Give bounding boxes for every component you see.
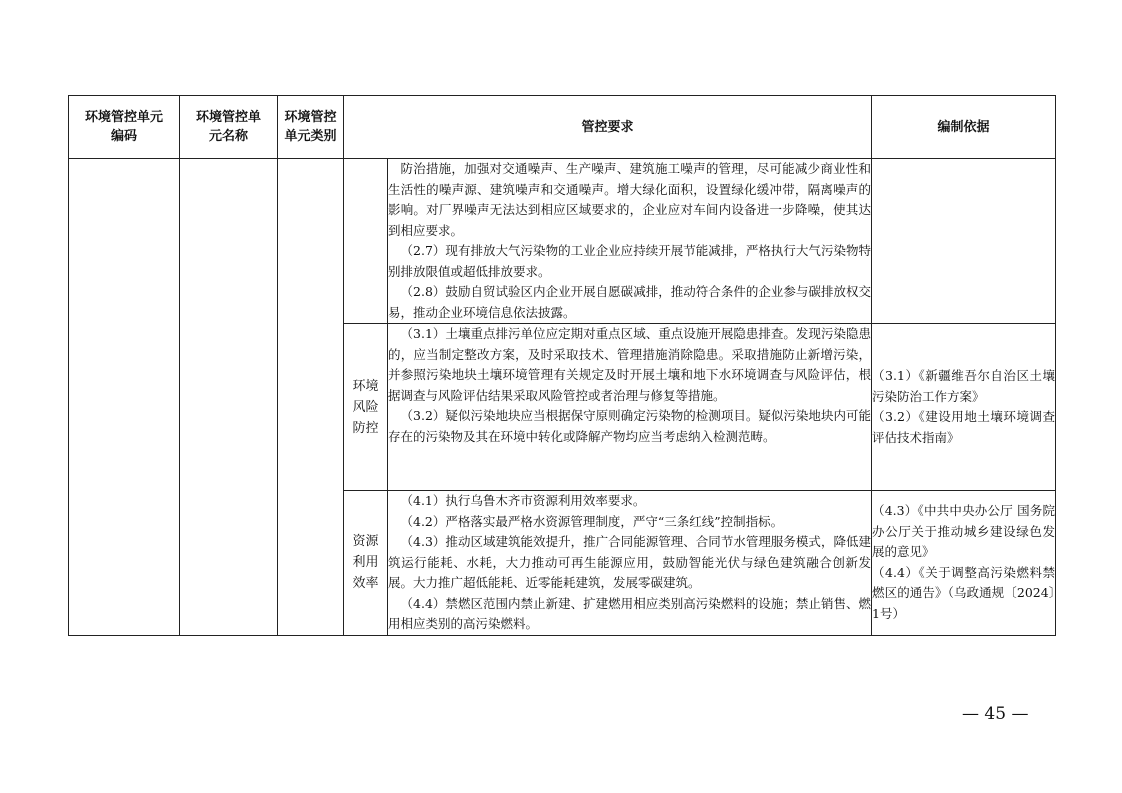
cell-basis	[872, 491, 1056, 636]
cell-basis	[872, 159, 1056, 324]
cell-unit-name	[180, 159, 278, 636]
requirement-text: （4.2）严格落实最严格水资源管理制度，严守“三条红线”控制指标。	[400, 513, 784, 529]
requirement-text: （3.1）土壤重点排污单位应定期对重点区域、重点设施开展隐患排查。发现污染隐患的，应当制定整改方案，及时采取技术、管理措施消除隐患。采取措施防止新增污染，并参照污染地块土壤环境管理有关规定及时开展土壤和地下水环境调查与风险评估，根据调查与风险评估结果采取风险管控或者治理与修复等措施。	[388, 326, 872, 403]
header-basis: 编制依据	[872, 96, 1056, 159]
header-unit-code: 环境管控单元编码	[69, 96, 180, 159]
requirement-text: （4.3）推动区域建筑能效提升，推广合同能源管理、合同节水管理服务模式，降低建筑运行能耗、水耗，大力推动可再生能源应用，鼓励智能光伏与绿色建筑融合创新发展。大力推广超低能耗、近零能耗建筑，发展零碳建筑。	[388, 534, 872, 590]
cell-category	[344, 159, 388, 324]
header-requirements: 管控要求	[344, 96, 872, 159]
category-label: 环境风险防控	[352, 378, 379, 436]
cell-unit-code	[69, 159, 180, 636]
cell-requirements	[388, 324, 872, 491]
basis-text: （4.4）《关于调整高污染燃料禁燃区的通告》（乌政通规〔2024〕1号）	[872, 564, 1056, 621]
cell-category	[344, 491, 388, 636]
table-header-row	[69, 96, 1056, 159]
basis-text: （3.1）《新疆维吾尔自治区土壤污染防治工作方案》	[872, 368, 1056, 404]
requirement-text: （4.4）禁燃区范围内禁止新建、扩建燃用相应类别高污染燃料的设施；禁止销售、燃用相应类别的高污染燃料。	[388, 595, 872, 631]
cell-category	[344, 324, 388, 491]
basis-text: （3.2）《建设用地土壤环境调查评估技术指南》	[872, 409, 1056, 445]
control-requirements-table	[68, 95, 1056, 636]
cell-unit-category	[278, 159, 344, 636]
header-unit-name: 环境管控单元名称	[180, 96, 278, 159]
requirement-text: （3.2）疑似污染地块应当根据保守原则确定污染物的检测项目。疑似污染地块内可能存在的污染物及其在环境中转化或降解产物均应当考虑纳入检测范畴。	[388, 408, 872, 444]
table-row	[69, 159, 1056, 324]
page-number: — 45 —	[962, 704, 1029, 724]
category-label: 资源利用效率	[352, 534, 379, 592]
cell-requirements	[388, 159, 872, 324]
requirement-text: 防治措施，加强对交通噪声、生产噪声、建筑施工噪声的管理，尽可能减少商业性和生活性的噪声源、建筑噪声和交通噪声。增大绿化面积，设置绿化缓冲带，隔离噪声的影响。对厂界噪声无法达到相应区域要求的，企业应对车间内设备进一步降噪，使其达到相应要求。	[388, 161, 872, 238]
requirement-text: （2.8）鼓励自贸试验区内企业开展自愿碳减排，推动符合条件的企业参与碳排放权交易，推动企业环境信息依法披露。	[388, 284, 872, 320]
basis-text: （4.3）《中共中央办公厅 国务院办公厅关于推动城乡建设绿色发展的意见》	[872, 503, 1056, 560]
requirement-text: （4.1）执行乌鲁木齐市资源利用效率要求。	[400, 493, 646, 508]
cell-requirements	[388, 491, 872, 636]
cell-basis	[872, 324, 1056, 491]
requirement-text: （2.7）现有排放大气污染物的工业企业应持续开展节能减排，严格执行大气污染物特别排放限值或超低排放要求。	[388, 243, 872, 279]
header-unit-category: 环境管控单元类别	[278, 96, 344, 159]
